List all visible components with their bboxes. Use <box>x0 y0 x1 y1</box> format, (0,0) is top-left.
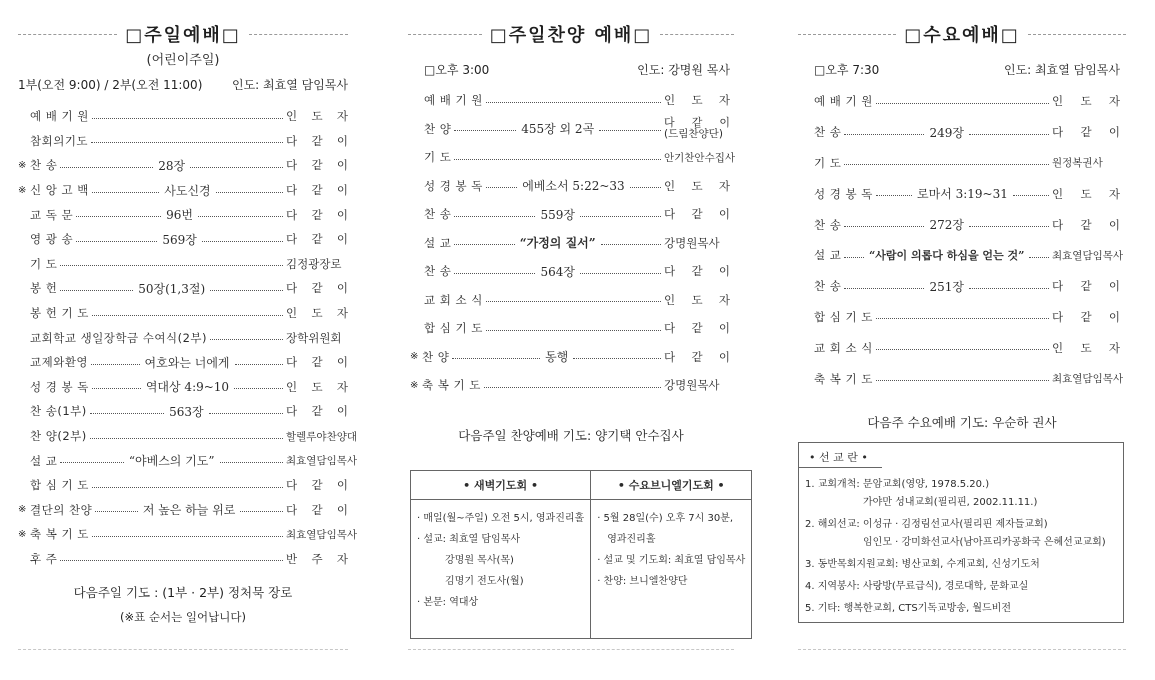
order-item-role: 반 주 자 <box>286 551 348 566</box>
order-row: ※ 찬 양 동행 다 같 이 <box>410 349 730 365</box>
order-item-name: 축 복 기 도 <box>30 527 89 542</box>
order-item-role: 다 같 이 <box>664 349 730 364</box>
title-divider <box>249 34 348 35</box>
order-row: ※ 결단의 찬양 저 높은 하늘 위로 다 같 이 <box>18 502 349 518</box>
order-item-role: 다 같 이 <box>286 502 349 517</box>
sunday-praise-title: □주일찬양 예배□ <box>489 25 653 46</box>
order-item-name: 찬 송 <box>424 264 452 279</box>
order-item-name: 찬 송 <box>814 279 842 294</box>
order-item-value: 사도신경 <box>164 183 211 198</box>
next-week-prayer-note: 다음주일 기도 : (1부 · 2부) 정처묵 장로 <box>73 585 293 600</box>
order-item-role: 다 같 이 <box>286 478 348 493</box>
order-row <box>424 286 730 315</box>
order-item-value: 564장 <box>540 264 575 279</box>
order-row <box>814 209 1120 240</box>
mission-item: 2. 해외선교: 이성규 · 김정림선교사(필리핀 제자들교회) <box>805 519 1048 530</box>
order-item-value: 251장 <box>929 279 964 294</box>
order-item-role: 인 도 자 <box>1052 340 1120 355</box>
next-wednesday-prayer-note: 다음주 수요예배 기도: 우순하 권사 <box>867 415 1057 430</box>
order-item-role: 다 같 이 <box>664 264 730 279</box>
order-item-value: 동행 <box>545 350 569 365</box>
mission-box <box>798 442 1124 623</box>
order-item-value: “사람이 의롭다 하심을 얻는 것” <box>868 249 1025 263</box>
mission-item: 3. 동반목회지원교회: 병산교회, 수계교회, 신성기도처 <box>805 559 1040 570</box>
order-item-name: 결단의 찬양 <box>30 502 93 517</box>
order-item-name: 찬 양 <box>422 349 450 364</box>
wednesday-prayer-heading: • 수요브니엘기도회 • <box>591 471 752 500</box>
standing-note: (※표 순서는 일어납니다) <box>120 610 246 624</box>
order-item-role: 인 도 자 <box>664 178 730 193</box>
order-item-value: 저 높은 하늘 위로 <box>142 503 236 518</box>
order-row <box>424 143 736 172</box>
order-item-name: 찬 양 <box>424 121 452 136</box>
sunday-praise-order <box>410 86 736 400</box>
order-item-name: 설 교 <box>30 453 58 468</box>
order-row <box>814 178 1120 209</box>
wednesday-worship-meta <box>814 61 1120 78</box>
order-item-name: 참회의기도 <box>30 133 89 148</box>
order-item-role: 최효열담임목사 <box>286 455 358 468</box>
sunday-worship-header <box>18 22 348 46</box>
order-item-name: 찬 송 <box>814 125 842 140</box>
order-row <box>424 229 730 258</box>
bottom-divider <box>798 649 1126 650</box>
mission-item: 가야만 성내교회(필리핀, 2002.11.11.) <box>863 497 1038 508</box>
order-row: ※ 축 복 기 도 최효열담임목사 <box>18 527 358 542</box>
order-item-name: 예 배 기 원 <box>424 93 483 108</box>
service-leader: 인도: 최효열 담임목사 <box>1003 63 1120 77</box>
order-item-role: 인 도 자 <box>286 109 348 124</box>
order-row <box>424 200 730 229</box>
order-row: ※ 신 앙 고 백 사도신경 다 같 이 <box>18 183 348 198</box>
order-item-name: 교회학교 생일장학금 수여식(2부) <box>30 330 208 345</box>
order-row <box>814 117 1120 148</box>
order-item-role: 인 도 자 <box>1052 94 1120 109</box>
order-item-name: 후 주 <box>30 551 58 566</box>
order-row <box>18 202 348 227</box>
order-item-role: 인 도 자 <box>1052 186 1120 201</box>
next-praise-prayer-note: 다음주일 찬양예배 기도: 양기택 안수집사 <box>458 428 684 443</box>
order-item-role: 다 같 이 <box>286 404 348 419</box>
order-item-value: 569장 <box>162 232 197 247</box>
order-item-name: 영 광 송 <box>30 232 74 247</box>
order-item-name: 합 심 기 도 <box>814 309 873 324</box>
order-item-name: 축 복 기 도 <box>814 371 873 386</box>
service-time: □오후 3:00 <box>424 63 490 77</box>
order-item-role: 인 도 자 <box>664 292 730 307</box>
order-row <box>814 363 1124 394</box>
title-divider <box>798 34 896 35</box>
order-row <box>18 276 348 301</box>
wednesday-worship-order <box>814 86 1124 394</box>
order-row <box>814 302 1120 333</box>
wednesday-prayer-details: · 5월 28일(수) 오후 7시 30분, 영과진리홀 · 설교 및 기도회: 최효열 담임목사 · 찬양: 브니엘찬양단 <box>591 500 752 639</box>
order-item-role: 다 같 이 <box>286 183 348 198</box>
order-item-value: 28장 <box>158 158 186 173</box>
order-row <box>18 375 348 400</box>
wednesday-worship-header <box>798 22 1126 46</box>
order-item-role: 인 도 자 <box>286 306 348 321</box>
order-item-role: 다 같 이 (드림찬양단) <box>664 116 731 141</box>
bottom-divider <box>18 649 348 650</box>
service-time: □오후 7:30 <box>814 63 880 77</box>
title-divider <box>1028 34 1126 35</box>
order-item-name: 성 경 봉 독 <box>814 186 873 201</box>
order-item-name: 합 심 기 도 <box>30 478 89 493</box>
sunday-worship-order <box>18 104 358 571</box>
order-item-name: 찬 송 <box>814 217 842 232</box>
order-item-role: 다 같 이 <box>1052 217 1120 232</box>
sunday-worship-title: □주일예배□ <box>125 25 241 46</box>
order-row <box>18 473 348 498</box>
order-row <box>814 332 1120 363</box>
order-item-role: 안기찬안수집사 <box>664 151 736 164</box>
order-item-name: 설 교 <box>814 248 842 263</box>
order-item-value: “야베스의 기도” <box>128 454 215 469</box>
order-item-name: 교제와환영 <box>30 355 89 370</box>
order-item-value: 역대상 4:9~10 <box>145 380 230 395</box>
order-item-name: 성 경 봉 독 <box>30 379 89 394</box>
order-item-value: 455장 외 2곡 <box>521 122 595 137</box>
wednesday-worship-column <box>798 0 1126 680</box>
mission-item: 4. 지역봉사: 사랑방(무료급식), 경로대학, 문화교실 <box>805 581 1029 592</box>
order-row <box>18 424 358 449</box>
order-row <box>814 148 1120 179</box>
order-item-name: 기 도 <box>30 256 58 271</box>
order-item-name: 성 경 봉 독 <box>424 178 483 193</box>
order-item-role: 다 같 이 <box>1052 125 1120 140</box>
sunday-praise-column <box>408 0 746 680</box>
order-row: ※ 축 복 기 도 강명원목사 <box>410 371 730 400</box>
order-item-role: 다 같 이 <box>286 158 348 173</box>
order-item-role: 할렐루야찬양대 <box>286 430 358 443</box>
sunday-worship-subtitle: (어린이주일) <box>146 53 220 68</box>
wednesday-worship-title: □수요예배□ <box>904 25 1020 46</box>
order-item-role: 다 같 이 <box>286 133 348 148</box>
title-divider <box>408 34 482 35</box>
order-item-name: 찬 송 <box>424 207 452 222</box>
order-row <box>18 350 348 375</box>
order-item-role: 다 같 이 <box>664 321 730 336</box>
service-leader: 인도: 강명원 목사 <box>637 63 730 77</box>
order-row <box>424 314 730 343</box>
order-row <box>18 301 348 326</box>
order-item-name: 찬 양(2부) <box>30 429 87 444</box>
order-row <box>18 448 358 473</box>
order-item-name: 교 회 소 식 <box>424 292 483 307</box>
mission-item: 5. 기타: 행복한교회, CTS기독교방송, 월드비전 <box>805 603 1011 614</box>
order-item-value: 563장 <box>169 404 204 419</box>
order-row <box>424 257 730 286</box>
order-item-name: 찬 송(1부) <box>30 404 87 419</box>
order-item-value: 249장 <box>929 125 964 140</box>
sunday-praise-meta <box>424 61 730 78</box>
order-row <box>18 547 348 572</box>
order-item-role: 장학위원회 <box>286 330 342 345</box>
order-row <box>18 325 348 350</box>
sunday-praise-header <box>408 22 734 46</box>
order-row <box>424 86 730 115</box>
order-row <box>18 104 348 129</box>
order-item-role: 인 도 자 <box>664 93 730 108</box>
prayer-meetings-box <box>410 470 752 639</box>
order-item-role: 강명원목사 <box>664 235 720 250</box>
order-item-role: 원정복권사 <box>1052 157 1103 170</box>
order-row <box>18 227 348 252</box>
order-item-role: 다 같 이 <box>286 281 348 296</box>
dawn-prayer-details: · 매일(월~주일) 오전 5시, 영과진리홀 · 설교: 최효열 담임목사 강명원 목사(목) 김명기 전도사(월) · 본문: 역대상 <box>411 500 591 639</box>
sunday-worship-column <box>18 0 358 680</box>
order-row <box>814 240 1124 271</box>
order-item-value: 96번 <box>166 208 194 223</box>
order-item-value: 에베소서 5:22~33 <box>522 179 625 194</box>
order-item-role: 다 같 이 <box>286 232 349 247</box>
order-item-role: 최효열담임목사 <box>1052 249 1124 262</box>
order-item-role: 인 도 자 <box>286 379 349 394</box>
order-item-name: 설 교 <box>424 235 452 250</box>
order-item-name: 예 배 기 원 <box>814 94 873 109</box>
service-time: 1부(오전 9:00) / 2부(오전 11:00) <box>18 78 203 92</box>
order-row: ※ 찬 송 28장 다 같 이 <box>18 158 348 173</box>
order-item-value: 로마서 3:19~31 <box>917 187 1008 202</box>
order-item-role: 다 같 이 <box>664 207 730 222</box>
order-item-name: 축 복 기 도 <box>422 378 481 393</box>
order-item-name: 신 앙 고 백 <box>30 183 89 198</box>
order-item-value: 559장 <box>540 207 575 222</box>
bottom-divider <box>408 649 734 650</box>
order-item-name: 찬 송 <box>30 158 58 173</box>
mission-list <box>799 468 1123 622</box>
order-row <box>814 271 1120 302</box>
order-item-name: 교 회 소 식 <box>814 340 873 355</box>
mission-item: 1. 교회개척: 문암교회(영양, 1978.5.20.) <box>805 479 990 490</box>
order-row <box>18 129 348 154</box>
order-item-role: 김정광장로 <box>286 256 342 271</box>
title-divider <box>660 34 734 35</box>
order-item-name: 기 도 <box>424 150 452 165</box>
sunday-worship-meta <box>18 76 348 93</box>
order-row <box>18 399 348 424</box>
order-item-role: 다 같 이 <box>1052 309 1120 324</box>
order-item-role: 최효열담임목사 <box>1052 373 1124 386</box>
order-row <box>814 86 1120 117</box>
order-item-name: 예 배 기 원 <box>30 109 89 124</box>
order-item-name: 교 독 문 <box>30 207 74 222</box>
order-item-role: 다 같 이 <box>286 355 349 370</box>
order-item-role: 다 같 이 <box>286 207 349 222</box>
service-leader: 인도: 최효열 담임목사 <box>231 78 348 92</box>
order-item-name: 합 심 기 도 <box>424 321 483 336</box>
mission-heading: • 선 교 란 • <box>799 443 882 468</box>
order-item-role: 최효열담임목사 <box>286 528 358 541</box>
mission-item: 임인모 · 강미화선교사(남아프리카공화국 은혜선교교회) <box>863 537 1106 548</box>
order-row <box>424 172 730 201</box>
title-divider <box>18 34 117 35</box>
order-item-name: 봉 헌 <box>30 281 58 296</box>
order-item-value: 여호와는 너에게 <box>144 355 230 370</box>
order-row <box>424 115 730 144</box>
dawn-prayer-heading: • 새벽기도회 • <box>411 471 591 500</box>
order-item-value: “가정의 질서” <box>519 236 596 251</box>
order-item-name: 기 도 <box>814 155 842 170</box>
order-item-value: 50장(1,3절) <box>138 281 206 296</box>
order-item-name: 봉 헌 기 도 <box>30 306 89 321</box>
order-item-role: 다 같 이 <box>1052 279 1120 294</box>
order-item-role: 강명원목사 <box>664 378 720 393</box>
order-item-value: 272장 <box>929 218 964 233</box>
order-row <box>18 252 348 277</box>
